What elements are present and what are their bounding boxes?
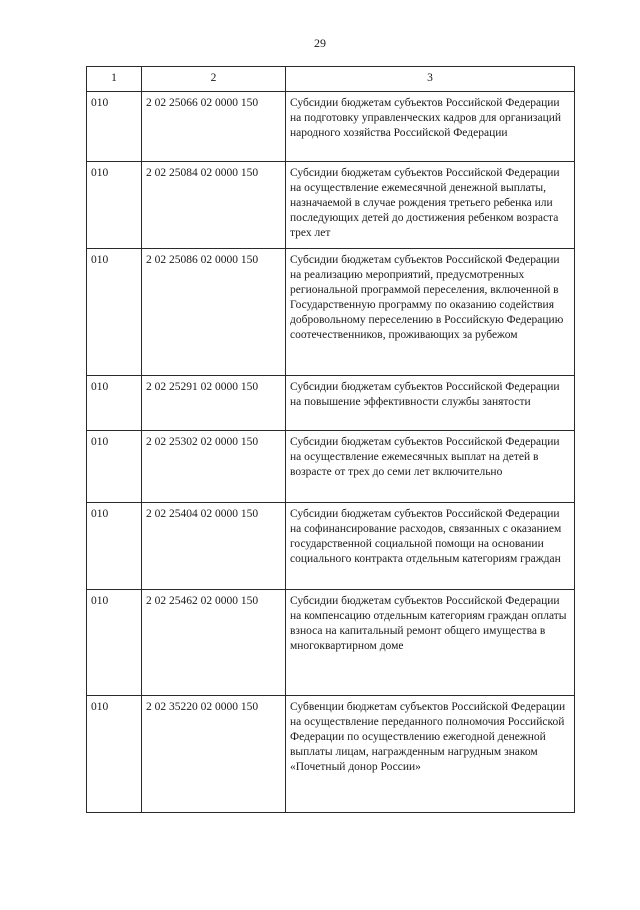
column-header-2: 2 xyxy=(142,67,286,92)
table-row xyxy=(87,162,575,249)
admin-code-cell: 010 xyxy=(87,696,142,813)
table-row xyxy=(87,503,575,590)
admin-code-cell: 010 xyxy=(87,249,142,376)
table-row xyxy=(87,696,575,813)
admin-code-cell: 010 xyxy=(87,92,142,162)
kbk-code-cell: 2 02 25302 02 0000 150 xyxy=(142,431,286,503)
column-header-3: 3 xyxy=(286,67,575,92)
description-cell: Субсидии бюджетам субъектов Российской Федерации на повышение эффективности службы занятости xyxy=(286,376,575,431)
kbk-code-cell: 2 02 25066 02 0000 150 xyxy=(142,92,286,162)
description-cell: Субсидии бюджетам субъектов Российской Федерации на осуществление ежемесячной денежной выплаты, назначаемой в случае рождения третьего ребенка или последующих детей до достижения ребенком возраста трех лет xyxy=(286,162,575,249)
description-cell: Субсидии бюджетам субъектов Российской Федерации на осуществление ежемесячных выплат на детей в возрасте от трех до семи лет включительно xyxy=(286,431,575,503)
kbk-code-cell: 2 02 25462 02 0000 150 xyxy=(142,590,286,696)
table-row xyxy=(87,431,575,503)
admin-code-cell: 010 xyxy=(87,162,142,249)
description-cell: Субсидии бюджетам субъектов Российской Федерации на подготовку управленческих кадров для организаций народного хозяйства Российской Федерации xyxy=(286,92,575,162)
description-cell: Субвенции бюджетам субъектов Российской Федерации на осуществление переданного полномочия Российской Федерации по осуществлению ежегодной денежной выплаты лицам, награжденным нагрудным знаком «Почетный донор России» xyxy=(286,696,575,813)
description-cell: Субсидии бюджетам субъектов Российской Федерации на реализацию мероприятий, предусмотренных региональной программой переселения, включенной в Государственную программу по оказанию содействия добровольному переселению в Российскую Федерацию соотечественников, проживающих за рубежом xyxy=(286,249,575,376)
description-cell: Субсидии бюджетам субъектов Российской Федерации на софинансирование расходов, связанных с оказанием государственной социальной помощи на основании социального контракта отдельным категориям граждан xyxy=(286,503,575,590)
kbk-code-cell: 2 02 25291 02 0000 150 xyxy=(142,376,286,431)
table-row xyxy=(87,92,575,162)
column-header-1: 1 xyxy=(87,67,142,92)
kbk-code-cell: 2 02 35220 02 0000 150 xyxy=(142,696,286,813)
admin-code-cell: 010 xyxy=(87,590,142,696)
admin-code-cell: 010 xyxy=(87,431,142,503)
page-number: 29 xyxy=(314,36,326,50)
budget-classification-table xyxy=(86,66,575,813)
table-row xyxy=(87,590,575,696)
description-cell: Субсидии бюджетам субъектов Российской Федерации на компенсацию отдельным категориям граждан оплаты взноса на капитальный ремонт общего имущества в многоквартирном доме xyxy=(286,590,575,696)
table-row xyxy=(87,376,575,431)
admin-code-cell: 010 xyxy=(87,376,142,431)
kbk-code-cell: 2 02 25084 02 0000 150 xyxy=(142,162,286,249)
table-row xyxy=(87,249,575,376)
admin-code-cell: 010 xyxy=(87,503,142,590)
table-header-row xyxy=(87,67,575,92)
kbk-code-cell: 2 02 25086 02 0000 150 xyxy=(142,249,286,376)
kbk-code-cell: 2 02 25404 02 0000 150 xyxy=(142,503,286,590)
